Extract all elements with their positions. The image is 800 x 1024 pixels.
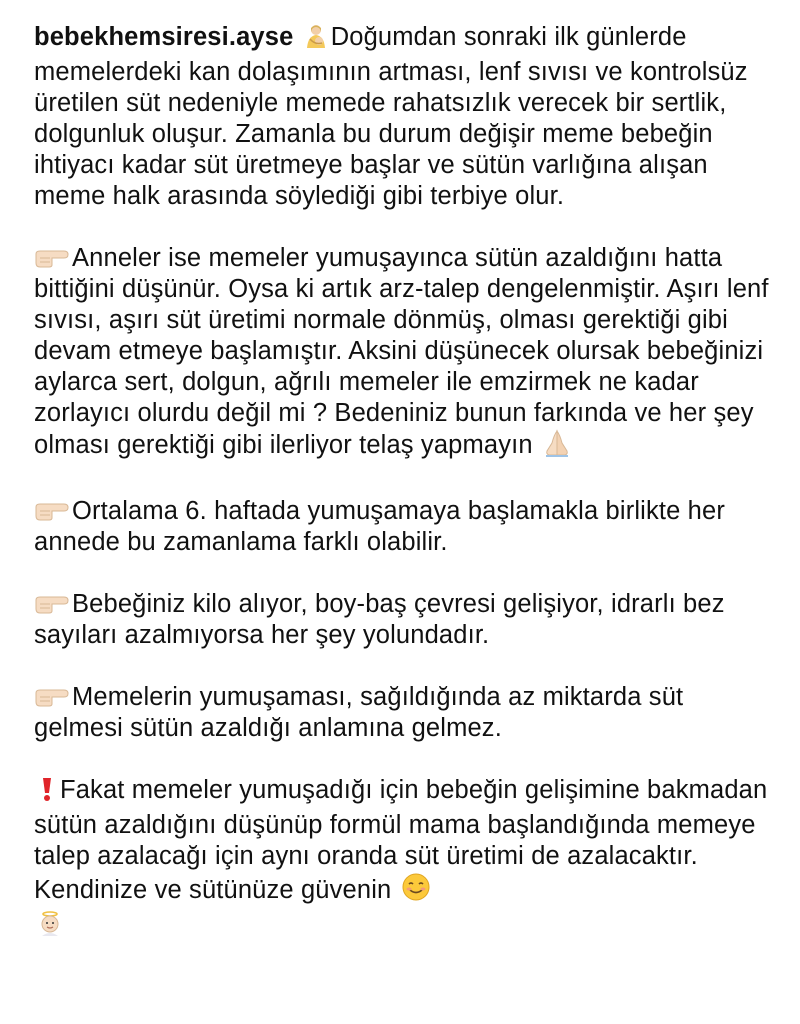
pointing-hand-icon (34, 684, 70, 706)
intro-text: Doğumdan sonraki ilk günlerde memelerdeki kan dolaşımının artması, lenf sıvısı ve kontrolsüz üretilen süt nedeniyle memede rahatsızlık verecek bir sertlik, dolgunluk oluşur. Zamanla bu durum değişir meme bebeğin ihtiyacı kadar süt üretmeye başlar ve sütün varlığına alışan meme halk arasında söylediği gibi terbiye olur. (34, 23, 748, 210)
warning-text: Fakat memeler yumuşadığı için bebeğin gelişimine bakmadan sütün azaldığını düşünüp formül mama başlandığında memeye talep azalacağı için aynı oranda süt üretimi de azalacaktır. Kendinize ve sütünüze güvenin (34, 776, 768, 904)
bullet-text: Memelerin yumuşaması, sağıldığında az miktarda süt gelmesi sütün azaldığı anlamına gelmez. (34, 683, 684, 742)
bullet-text: Anneler ise memeler yumuşayınca sütün azaldığını hatta bittiğini düşünür. Oysa ki artık arz-talep dengelenmiştir. Aşırı lenf sıvısı, aşırı süt üretimi normale dönmüş, olması gerektiği gibi devam etmeye başlamıştır. Aksini düşünecek olursak bebeğinizi aylarca sert, dolgun, ağrılı memeler ile emzirmek ne kadar zorlayıcı olurdu değil mi ? Bedeniniz bunun farkında ve her şey olması gerektiği gibi ilerliyor telaş yapmayın (34, 244, 769, 459)
pointing-hand-icon (34, 498, 70, 520)
bullet-item (34, 496, 774, 558)
pointing-hand-icon (34, 591, 70, 613)
baby-angel-icon (36, 910, 64, 946)
bullet-item (34, 243, 774, 465)
bullet-item (34, 682, 774, 744)
smiling-face-icon (401, 872, 431, 910)
bullet-item (34, 589, 774, 651)
warning-paragraph (34, 775, 774, 946)
exclamation-icon (36, 776, 58, 810)
breastfeeding-icon (303, 23, 329, 57)
caption-intro (34, 22, 774, 212)
username-link[interactable]: bebekhemsiresi.ayse (34, 23, 294, 51)
pointing-hand-icon (34, 245, 70, 267)
post-caption (34, 22, 774, 946)
bullet-text: Bebeğiniz kilo alıyor, boy-baş çevresi gelişiyor, idrarlı bez sayıları azalmıyorsa her şey yolundadır. (34, 590, 725, 649)
bullet-text: Ortalama 6. haftada yumuşamaya başlamakla birlikte her annede bu zamanlama farklı olabilir. (34, 497, 725, 556)
folded-hands-icon (542, 429, 572, 465)
